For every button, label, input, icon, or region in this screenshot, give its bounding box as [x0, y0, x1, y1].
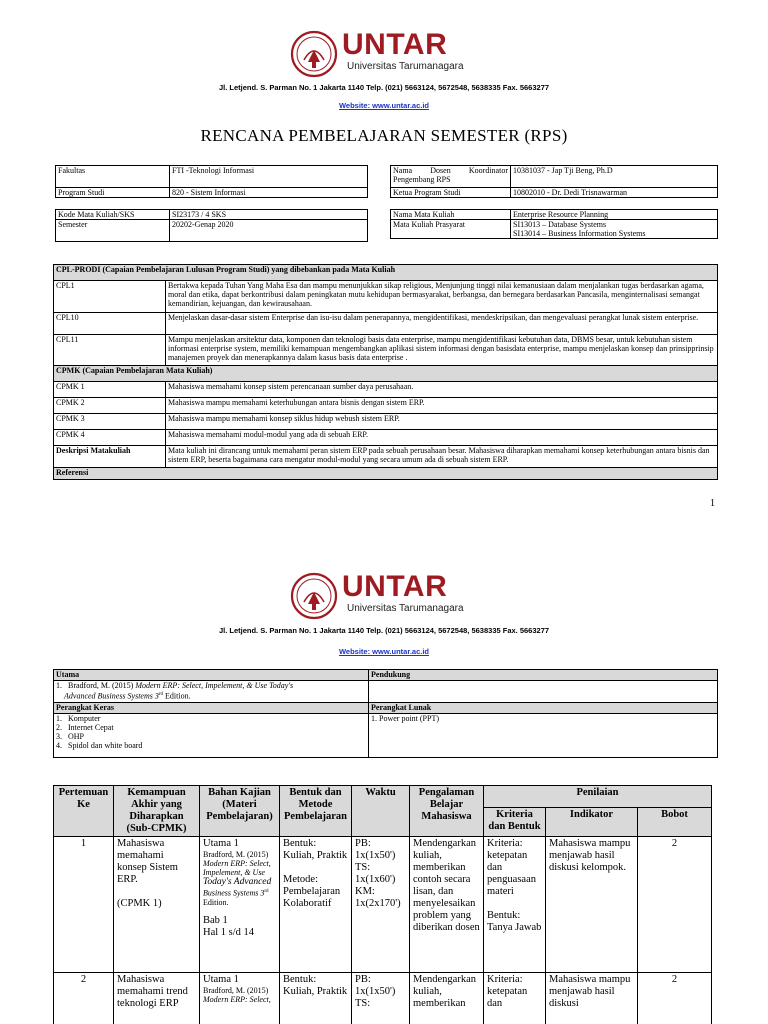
kemampuan-cell [114, 837, 200, 973]
waktu-cell [352, 837, 410, 973]
bahan-author: Bradford, M. (2015) [203, 850, 269, 859]
kriteria-cell: Kriteria: ketepatan dan [484, 973, 546, 1024]
ref-title: Today's [269, 681, 294, 690]
bahan-tail: Edition. [203, 897, 229, 907]
cpl-cpmk-table [53, 264, 718, 480]
bahan-cell [200, 837, 280, 973]
logo-wordmark: UNTAR [342, 28, 448, 61]
website-link[interactable]: Website: www.untar.ac.id [338, 101, 430, 110]
table-row [54, 837, 712, 973]
logo-subtitle: Universitas Tarumanagara [347, 603, 464, 614]
bahan-author: Bradford, M. (2015) [203, 986, 269, 995]
info-label: Nama Mata Kuliah [391, 210, 511, 220]
cpl-code: CPL11 [54, 335, 166, 366]
kemampuan-cell: Mahasiswa memahami trend teknologi ERP [114, 973, 200, 1024]
bahan-title: Business Systems 3 [203, 888, 265, 898]
info-label: Kode Mata Kuliah/SKS [56, 210, 170, 220]
ref-author: Bradford, M. (2015) [68, 681, 136, 690]
info-value: 10381037 - Jap Tji Beng, Ph.D [511, 166, 718, 188]
info-label: Ketua Program Studi [391, 188, 511, 198]
utama-reference [54, 681, 369, 703]
deskripsi-label: Deskripsi Matakuliah [54, 446, 166, 468]
perangkat-lunak-header: Perangkat Lunak [369, 703, 718, 714]
pendukung-header: Pendukung [369, 670, 718, 681]
info-label: Nama Dosen Koordinator Pengembang RPS [391, 166, 511, 188]
kemampuan-text: Mahasiswa memahami konsep Sistem ERP. [117, 838, 178, 885]
keras-item: Spidol dan white board [68, 741, 143, 750]
cpl-text: Mampu menjelaskan arsitektur data, komponen dan teknologi basis data enterprise, mampu mengidentifikasi kebutuhan data, DBMS besar, untuk kebutuhan sistem informasi enterprise system, memiliki kemampuan mengembangkan aplikasi sistem informasi dengan basisdata enterprise, mampu menjelaskan konsep dan prinsipprinsip manajemen proyek dan menerapkannya dalam kasus basis data enterprise . [166, 335, 718, 366]
bahan-title: Modern ERP: Select, [203, 995, 271, 1004]
kriteria-text: Kriteria: ketepatan dan penguasaan materi [487, 838, 536, 897]
info-value: 820 - Sistem Informasi [170, 188, 368, 198]
table-row [54, 973, 712, 1024]
cpl-code: CPL1 [54, 281, 166, 313]
address-line: Jl. Letjend. S. Parman No. 1 Jakarta 1140 Telp. (021) 5663124, 5672548, 5638335 Fax. 5663277 [218, 626, 550, 635]
indikator-cell: Mahasiswa mampu menjawab hasil diskusi kelompok. [546, 837, 638, 973]
info-label: Semester [56, 220, 170, 242]
ref-tail: Edition. [163, 691, 191, 701]
cpmk-text: Mahasiswa mampu memahami keterhubungan antara bisnis dengan sistem ERP. [166, 398, 718, 414]
info-value: FTI -Teknologi Informasi [170, 166, 368, 188]
waktu-line: TS: [355, 862, 371, 873]
waktu-line: TS: [355, 998, 371, 1009]
cpmk-text: Mahasiswa mampu memahami konsep siklus hidup webush sistem ERP. [166, 414, 718, 430]
ref-title: Modern ERP: Select, Impelement, & Use [135, 681, 270, 690]
perangkat-keras-header: Perangkat Keras [54, 703, 369, 714]
bab-text: Bab 1 [203, 914, 228, 926]
bobot-cell: 2 [638, 837, 712, 973]
bahan-cell [200, 973, 280, 1024]
prerequisite-list [511, 220, 718, 239]
waktu-line: 1x(1x50') [355, 986, 396, 997]
col-indikator: Indikator [546, 808, 638, 837]
cpmk-code: CPMK 2 [54, 398, 166, 414]
pertemuan-cell: 2 [54, 973, 114, 1024]
lunak-item: 1. Power point (PPT) [371, 714, 439, 723]
waktu-line: 1x(1x60') [355, 874, 396, 885]
prereq-name: Business Information Systems [548, 229, 646, 238]
prereq-name: Database Systems [548, 220, 607, 229]
utama-header: Utama [54, 670, 369, 681]
waktu-cell [352, 973, 410, 1024]
kriteria-bentuk: Bentuk: Tanya Jawab [487, 910, 542, 933]
col-pertemuan: Pertemuan Ke [54, 786, 114, 837]
cpmk-code: CPMK 3 [54, 414, 166, 430]
schedule-table [53, 785, 712, 1024]
cpmk-header: CPMK (Capaian Pembelajaran Mata Kuliah) [54, 366, 718, 382]
cpmk-code: CPMK 1 [54, 382, 166, 398]
pengalaman-cell: Mendengarkan kuliah, memberikan [410, 973, 484, 1024]
info-value: Enterprise Resource Planning [511, 210, 718, 220]
cpmk-ref: (CPMK 1) [117, 898, 162, 909]
indikator-cell: Mahasiswa mampu menjawab hasil diskusi [546, 973, 638, 1024]
bahan-sup: rd [264, 889, 269, 894]
keras-item: OHP [68, 732, 85, 741]
untar-logo [290, 572, 490, 632]
col-bentuk: Bentuk dan Metode Pembelajaran [280, 786, 352, 837]
keras-item: Komputer [68, 714, 101, 723]
cpl-code: CPL10 [54, 313, 166, 335]
info-label: Mata Kuliah Prasyarat [391, 220, 511, 239]
ref-sup: rd [158, 692, 164, 697]
bentuk-cell [280, 837, 352, 973]
untar-seal-icon [290, 572, 338, 620]
pengalaman-cell: Mendengarkan kuliah, memberikan contoh secara lisan, dan menyelesaikan problem yang diberikan dosen [410, 837, 484, 973]
info-label: Fakultas [56, 166, 170, 188]
waktu-line: 1x(2x170') [355, 898, 401, 909]
cpl-text: Menjelaskan dasar-dasar sistem Enterprise dan isu-isu dalam penerapannya, mengidentifikasi, mendeskripsikan, dan mengevaluasi perangkat lunak sistem enterprise. [166, 313, 718, 335]
referensi-header: Referensi [54, 468, 718, 480]
untar-seal-icon [290, 30, 338, 78]
waktu-line: KM: [355, 886, 375, 897]
untar-logo [290, 30, 490, 90]
metode-text: Metode: Pembelajaran Kolaboratif [283, 874, 341, 909]
pertemuan-cell: 1 [54, 837, 114, 973]
cpmk-text: Mahasiswa memahami modul-modul yang ada di sebuah ERP. [166, 430, 718, 446]
info-table-right-2 [390, 209, 718, 239]
info-value: 20202-Genap 2020 [170, 220, 368, 242]
col-bahan: Bahan Kajian (Materi Pembelajaran) [200, 786, 280, 837]
prereq-code: SI13013 – [513, 220, 549, 229]
pendukung-reference [369, 681, 718, 703]
bahan-title: Modern ERP: Select, Impelement, & Use [203, 859, 271, 877]
info-table-right-1 [390, 165, 718, 198]
waktu-line: 1x(1x50') [355, 850, 396, 861]
website-line [0, 647, 768, 656]
info-table-left-2 [55, 209, 368, 242]
col-kriteria: Kriteria dan Bentuk [484, 808, 546, 837]
waktu-line: PB: [355, 838, 371, 849]
deskripsi-text: Mata kuliah ini dirancang untuk memahami peran sistem ERP pada sebuah perusahaan besar. Mahasiswa diharapkan memahami konsep keterhubungan antara bisnis dan sistem ERP, beserta bagaimana cara mengatur modul-modul yang secara umum ada di sebuah sistem ERP. [166, 446, 718, 468]
perangkat-lunak-list [369, 714, 718, 758]
cpmk-text: Mahasiswa memahami konsep sistem perencanaan sumber daya perusahaan. [166, 382, 718, 398]
col-waktu: Waktu [352, 786, 410, 837]
reference-table [53, 669, 718, 758]
bahan-head: Utama 1 [203, 974, 239, 985]
col-bobot: Bobot [638, 808, 712, 837]
bobot-cell: 2 [638, 973, 712, 1024]
website-link[interactable]: Website: www.untar.ac.id [338, 647, 430, 656]
info-label: Program Studi [56, 188, 170, 198]
cpl-header: CPL-PRODI (Capaian Pembelajaran Lulusan Program Studi) yang dibebankan pada Mata Kuliah [54, 265, 718, 281]
ref-title: Advanced Business Systems 3 [64, 691, 159, 701]
keras-item: Internet Cepat [68, 723, 114, 732]
col-pengalaman: Pengalaman Belajar Mahasiswa [410, 786, 484, 837]
info-table-left-1 [55, 165, 368, 198]
info-value: 10802010 - Dr. Dedi Trisnawarman [511, 188, 718, 198]
col-kemampuan: Kemampuan Akhir yang Diharapkan (Sub-CPMK) [114, 786, 200, 837]
perangkat-keras-list: 1. Komputer 2. Internet Cepat 3. OHP 4. Spidol dan white board [54, 714, 369, 758]
cpmk-code: CPMK 4 [54, 430, 166, 446]
info-value: SI23173 / 4 SKS [170, 210, 368, 220]
logo-subtitle: Universitas Tarumanagara [347, 61, 464, 72]
cpl-text: Bertakwa kepada Tuhan Yang Maha Esa dan mampu menunjukkan sikap religious, Menjunjung tinggi nilai kemanusiaan dalam menjalankan tugas berdasarkan agama, moral dan etika, dapat berkontribusi dalam peningkatan mutu kehidupan bermasyarakat, berbangsa, dan bernegara berdasarkan Pancasila, menginternalisasi semangat kemandirian, kejuangan, dan kewirausahaan. [166, 281, 718, 313]
ref-number: 1. [56, 681, 62, 690]
address-line: Jl. Letjend. S. Parman No. 1 Jakarta 1140 Telp. (021) 5663124, 5672548, 5638335 Fax. 5663277 [218, 83, 550, 92]
bahan-head: Utama 1 [203, 838, 239, 849]
waktu-line: PB: [355, 974, 371, 985]
page-title: RENCANA PEMBELAJARAN SEMESTER (RPS) [200, 126, 568, 145]
hal-text: Hal 1 s/d 14 [203, 926, 255, 938]
page-number: 1 [710, 498, 715, 509]
bentuk-cell: Bentuk: Kuliah, Praktik [280, 973, 352, 1024]
col-penilaian: Penilaian [484, 786, 712, 808]
kriteria-cell [484, 837, 546, 973]
logo-wordmark: UNTAR [342, 570, 448, 603]
website-line [0, 101, 768, 110]
bahan-title: Today's Advanced [203, 877, 272, 887]
prereq-code: SI13014 – [513, 229, 549, 238]
bentuk-text: Bentuk: Kuliah, Praktik [283, 838, 348, 861]
